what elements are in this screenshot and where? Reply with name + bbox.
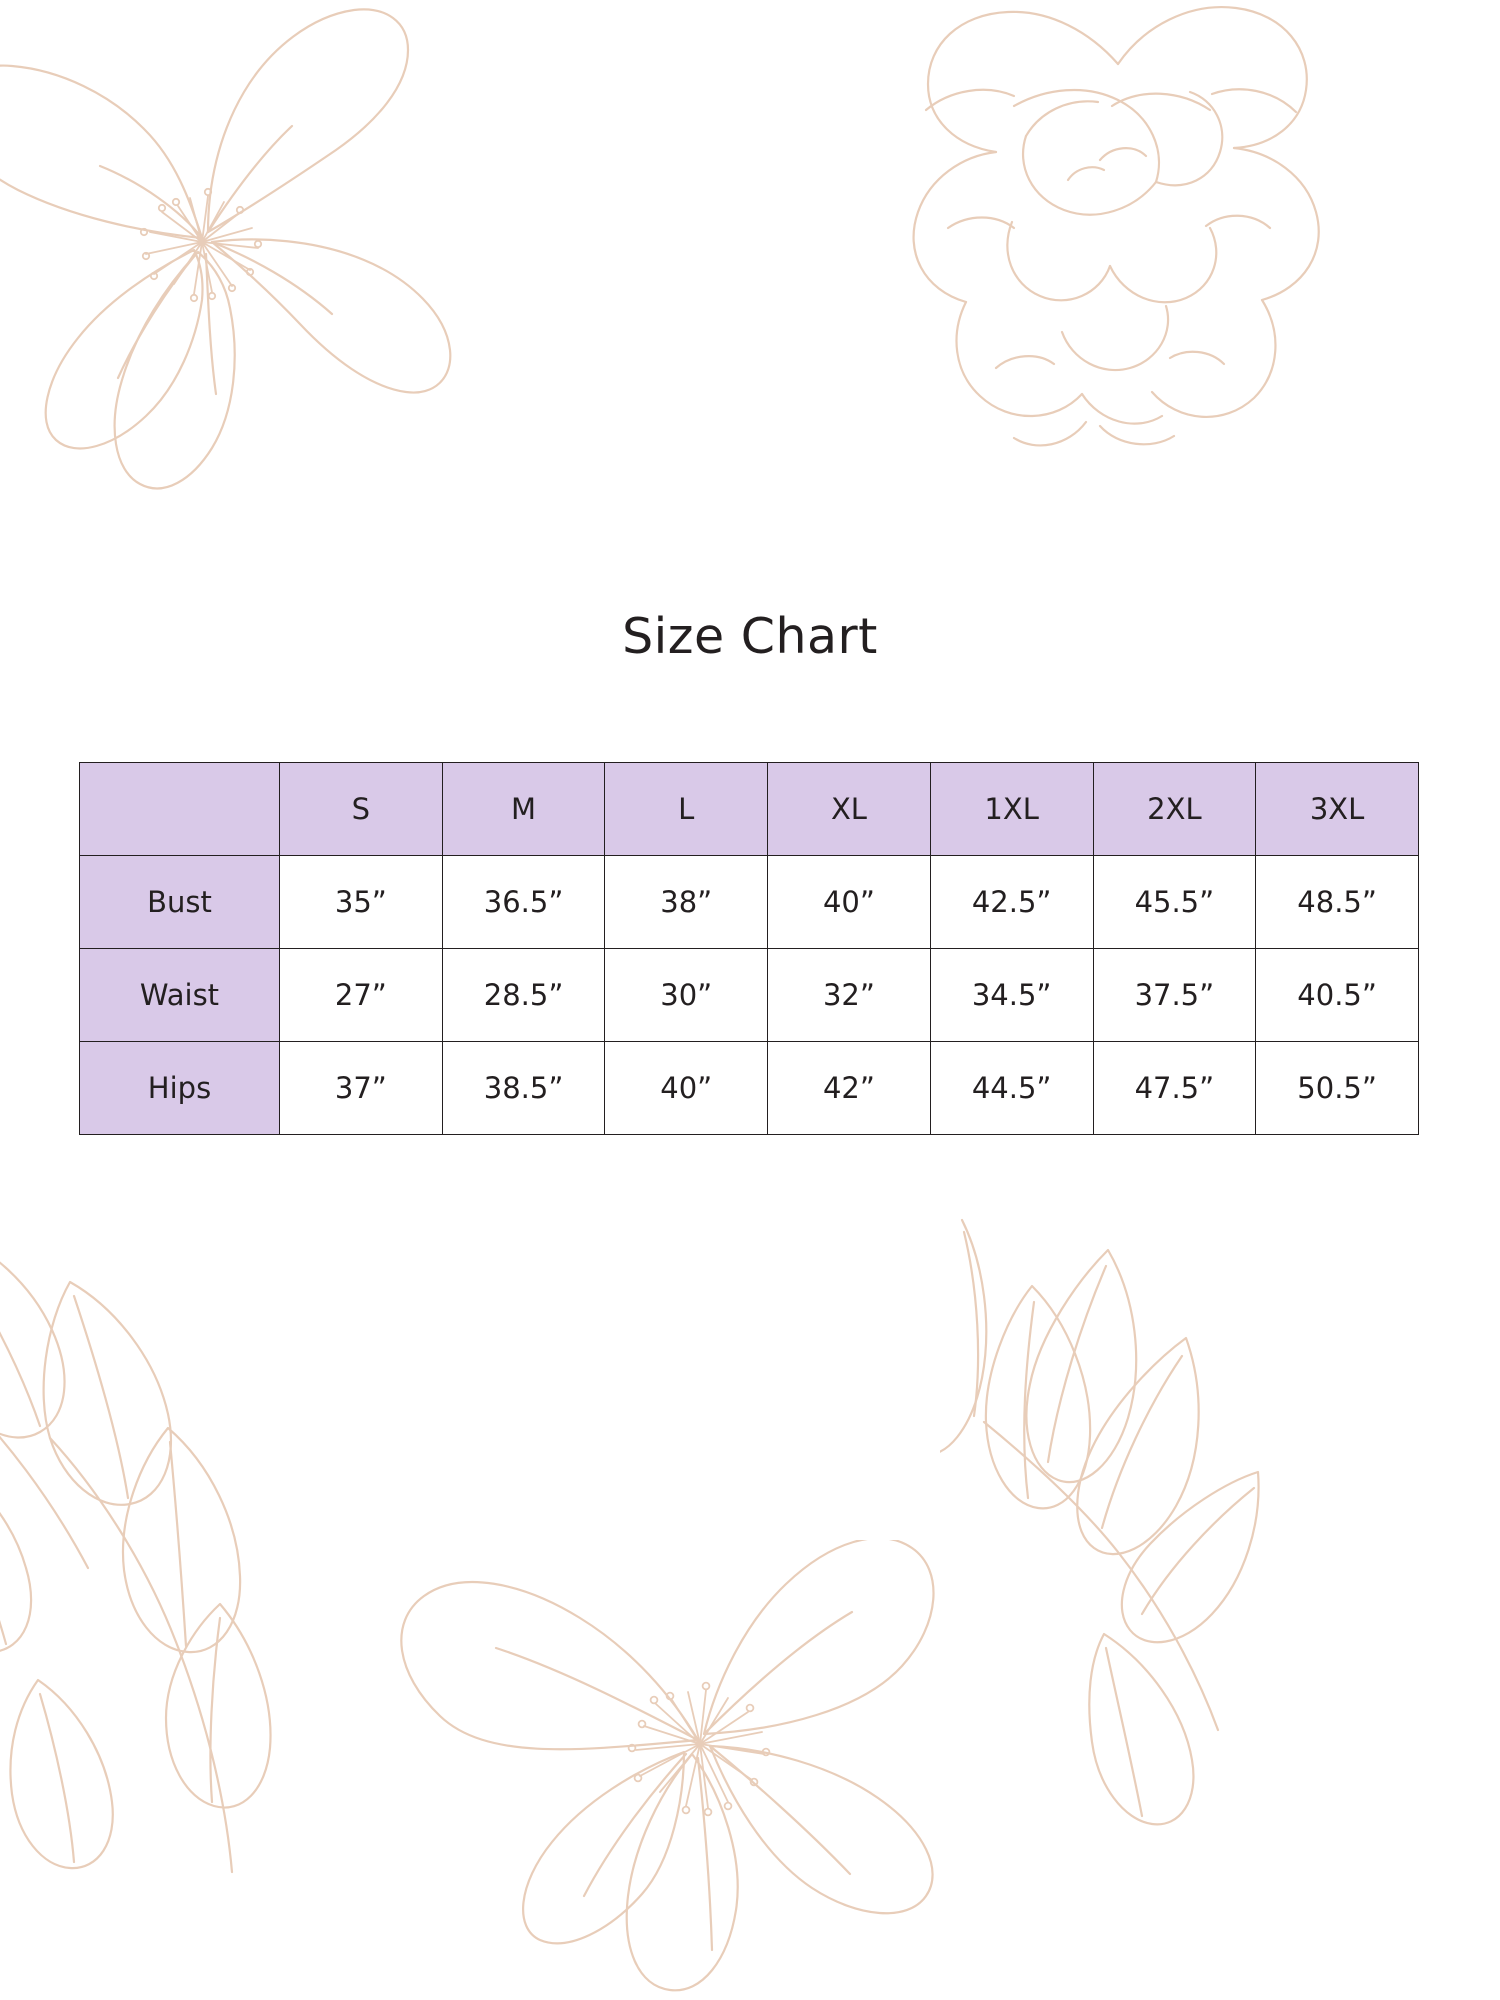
cell-bust-s: 35” [280, 856, 443, 949]
table-header-row [80, 763, 1419, 856]
page-title: Size Chart [622, 608, 878, 665]
cell-bust-xl: 40” [768, 856, 931, 949]
cell-hips-2xl: 47.5” [1093, 1042, 1256, 1135]
cell-bust-1xl: 42.5” [930, 856, 1093, 949]
cell-bust-l: 38” [605, 856, 768, 949]
cell-waist-m: 28.5” [442, 949, 605, 1042]
size-header-1xl: 1XL [930, 763, 1093, 856]
table-row [80, 949, 1419, 1042]
table-corner-cell [80, 763, 280, 856]
cell-bust-m: 36.5” [442, 856, 605, 949]
peony-flower-top-right-decoration [800, 0, 1420, 520]
clematis-flower-bottom-center-decoration [300, 1540, 1020, 2000]
cell-waist-3xl: 40.5” [1256, 949, 1419, 1042]
size-header-3xl: 3XL [1256, 763, 1419, 856]
cell-waist-l: 30” [605, 949, 768, 1042]
size-chart-table [79, 762, 1419, 1135]
size-header-l: L [605, 763, 768, 856]
row-label-bust: Bust [80, 856, 280, 949]
size-header-s: S [280, 763, 443, 856]
cell-hips-s: 37” [280, 1042, 443, 1135]
row-label-hips: Hips [80, 1042, 280, 1135]
cell-hips-xl: 42” [768, 1042, 931, 1135]
clematis-flower-top-left-decoration [0, 0, 500, 490]
cell-waist-xl: 32” [768, 949, 931, 1042]
cell-bust-3xl: 48.5” [1256, 856, 1419, 949]
size-header-xl: XL [768, 763, 931, 856]
cell-bust-2xl: 45.5” [1093, 856, 1256, 949]
size-header-2xl: 2XL [1093, 763, 1256, 856]
table-row [80, 856, 1419, 949]
size-header-m: M [442, 763, 605, 856]
cell-hips-m: 38.5” [442, 1042, 605, 1135]
cell-waist-2xl: 37.5” [1093, 949, 1256, 1042]
cell-waist-s: 27” [280, 949, 443, 1042]
cell-hips-l: 40” [605, 1042, 768, 1135]
leaf-branch-bottom-right-decoration [940, 1210, 1420, 1850]
table-row [80, 1042, 1419, 1135]
row-label-waist: Waist [80, 949, 280, 1042]
cell-hips-3xl: 50.5” [1256, 1042, 1419, 1135]
leaf-branch-bottom-left-decoration [0, 1200, 380, 1900]
cell-hips-1xl: 44.5” [930, 1042, 1093, 1135]
cell-waist-1xl: 34.5” [930, 949, 1093, 1042]
size-chart-container [79, 762, 1419, 1135]
